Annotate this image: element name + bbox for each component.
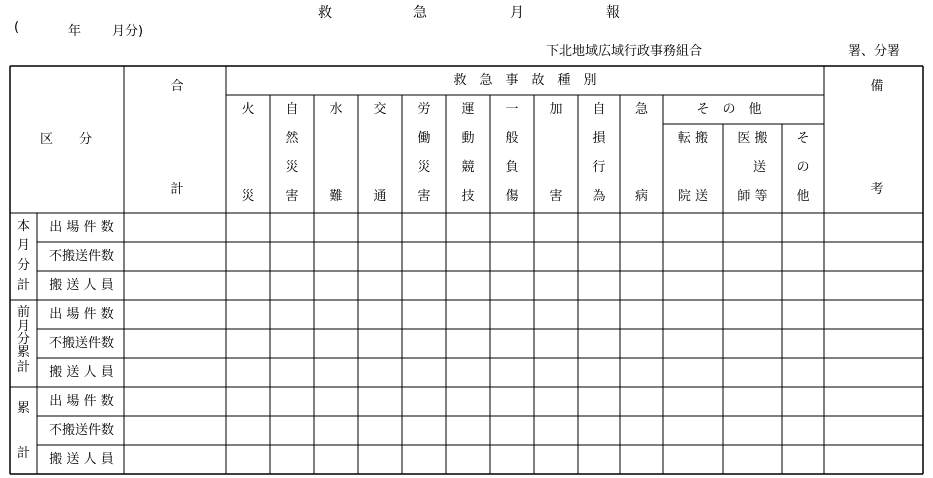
group-label-char: 計 [16, 360, 31, 375]
group-label-char: 月 [16, 319, 31, 334]
accident-type-char: 損 [592, 131, 606, 146]
accident-type-char: 災 [241, 189, 255, 204]
row-label: 不搬送件数 [48, 249, 115, 264]
row-label: 搬 送 人 員 [49, 365, 114, 380]
accident-type-char: 動 [461, 131, 475, 146]
accident-type-char: 災 [417, 160, 431, 175]
group-label-char: 分 [16, 258, 31, 273]
other-misc-header: そ [796, 131, 810, 146]
accident-type-char: 負 [505, 160, 519, 175]
organization-name: 下北地域広域行政事務組合 [546, 44, 703, 59]
group-label-char: 分 [16, 332, 31, 347]
row-label: 不搬送件数 [48, 336, 115, 351]
accident-type-char: 一 [505, 102, 519, 117]
notes-header-top: 備 [870, 79, 884, 94]
group-label-char: 本 [16, 219, 31, 234]
group-label-char: 計 [16, 278, 31, 293]
accident-type-char: 傷 [505, 189, 519, 204]
accident-type-char: 自 [592, 102, 606, 117]
accident-type-char: 害 [417, 189, 431, 204]
accident-type-char: 交 [373, 102, 387, 117]
accident-type-char: 災 [285, 160, 299, 175]
group-label-char: 累 [16, 345, 31, 360]
accident-type-char: 競 [461, 160, 475, 175]
accident-type-char: 通 [373, 189, 387, 204]
accident-type-char: 火 [241, 102, 255, 117]
other-header: そ の 他 [696, 102, 762, 117]
group-label-char: 前 [16, 305, 31, 320]
accident-type-char: 行 [592, 160, 606, 175]
title-char: 救 [318, 5, 332, 21]
accident-type-char: 技 [461, 189, 475, 204]
accident-type-char: 病 [634, 189, 649, 204]
row-label: 出 場 件 数 [49, 307, 114, 322]
other-misc-header: の [796, 160, 810, 175]
accident-types-header: 救 急 事 故 種 別 [453, 73, 597, 88]
total-header-top: 合 [170, 79, 184, 94]
accident-type-char: 為 [592, 189, 606, 204]
group-label-char: 月 [16, 238, 31, 253]
doctor-transport-header: 師 等 [737, 189, 768, 204]
title-char: 急 [413, 5, 427, 21]
title-char: 月 [510, 5, 524, 21]
accident-type-char: 運 [461, 102, 475, 117]
accident-type-char: 加 [549, 102, 563, 117]
transfer-header: 院 送 [677, 189, 709, 204]
row-label: 出 場 件 数 [49, 220, 114, 235]
department-name: 署、分署 [848, 44, 901, 59]
accident-type-char: 害 [549, 189, 563, 204]
notes-header-bottom: 考 [870, 182, 884, 197]
row-label: 搬 送 人 員 [49, 452, 114, 467]
accident-type-char: 自 [285, 102, 299, 117]
period-year: 年 [68, 24, 82, 39]
accident-type-char: 然 [285, 131, 299, 146]
period-open: ( [14, 20, 20, 35]
accident-type-char: 急 [634, 102, 649, 117]
group-label-char: 累 [16, 401, 31, 416]
group-label-char: 計 [16, 446, 31, 461]
transfer-header: 転 搬 [677, 131, 709, 146]
period-month: 月分) [112, 24, 144, 39]
accident-type-char: 般 [505, 131, 519, 146]
accident-type-char: 害 [285, 189, 299, 204]
row-label: 出 場 件 数 [49, 394, 114, 409]
accident-type-char: 働 [417, 131, 431, 146]
row-label: 搬 送 人 員 [49, 278, 114, 293]
row-label: 不搬送件数 [48, 423, 115, 438]
total-header-bottom: 計 [170, 182, 184, 197]
other-misc-header: 他 [796, 189, 810, 204]
doctor-transport-header: 医 搬 [737, 131, 768, 146]
accident-type-char: 難 [329, 189, 343, 204]
doctor-transport-header: 送 [752, 160, 767, 175]
accident-type-char: 水 [329, 102, 343, 117]
title-char: 報 [606, 5, 620, 21]
accident-type-char: 労 [417, 102, 431, 117]
category-header: 区 分 [39, 132, 93, 147]
